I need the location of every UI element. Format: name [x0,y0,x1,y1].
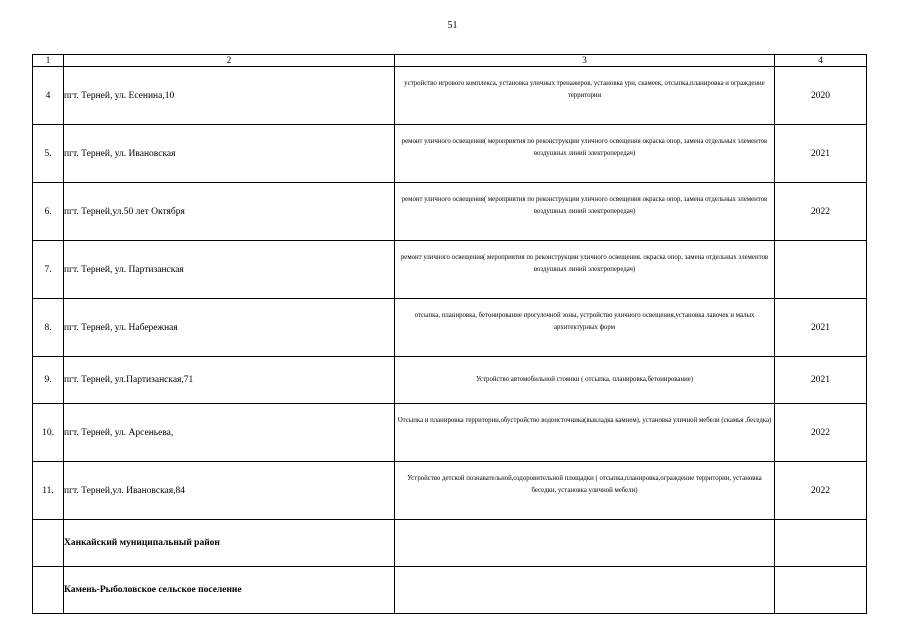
row-number: 11. [33,462,64,520]
row-year: 2022 [775,404,867,462]
table-header-row [33,55,867,67]
row-address: пгт. Терней, ул. Арсеньева, [64,404,395,462]
row-description: отсыпка, планировка, бетонирование прогулочной зоны, устройство уличного освещения,установка лавочек и малых архитектурных форм [395,299,775,357]
row-description: ремонт уличного освещения( мероприятия по реконструкции уличного освещения окраска опор, замена отдельных элементов воздушных линий электропередач) [395,183,775,241]
section-description-cell [395,567,775,614]
row-number: 10. [33,404,64,462]
table-row [33,462,867,520]
row-description: Отсыпка и планировка территории,обустройство водоисточника(выкладка камнем), установка уличной мебели (скамья ,беседка) [395,404,775,462]
column-header-3: 3 [395,55,775,67]
row-description: Устройство автомобильной стоянки ( отсыпка, планировка,бетонирование) [395,357,775,404]
column-header-2: 2 [64,55,395,67]
row-address: пгт. Терней,ул.50 лет Октября [64,183,395,241]
table-row [33,357,867,404]
row-address: пгт. Терней, ул. Есенина,10 [64,67,395,125]
table-row [33,299,867,357]
row-description: ремонт уличного освещения( мероприятия по реконструкции уличного освещения окраска опор, замена отдельных элементов воздушных линий электропередач) [395,125,775,183]
table-row [33,404,867,462]
row-description: Устройство детской познавательной,оздоровительной площадки ( отсыпка,планировка,ограждение территории, установка беседки, установка уличной мебели) [395,462,775,520]
section-number-cell [33,520,64,567]
column-header-4: 4 [775,55,867,67]
row-year: 2021 [775,299,867,357]
section-year-cell [775,567,867,614]
row-year: 2020 [775,67,867,125]
row-number: 9. [33,357,64,404]
page-number: 51 [447,20,458,31]
row-description: ремонт уличного освещения( мероприятия по реконструкции уличного освещения. окраска опор, замена отдельных элементов воздушных линий электропередач) [395,241,775,299]
improvement-table [32,54,867,614]
row-address: пгт. Терней,ул. Ивановская,84 [64,462,395,520]
section-description-cell [395,520,775,567]
row-number: 8. [33,299,64,357]
section-year-cell [775,520,867,567]
row-year: 2021 [775,125,867,183]
row-address: пгт. Терней, ул. Набережная [64,299,395,357]
section-title: Камень-Рыболовское сельское поселение [64,567,395,614]
table-row [33,125,867,183]
row-year [775,241,867,299]
table-row [33,183,867,241]
row-year: 2022 [775,183,867,241]
section-number-cell [33,567,64,614]
row-address: пгт. Терней, ул. Партизанская [64,241,395,299]
section-title: Ханкайский муниципальный район [64,520,395,567]
table-row [33,67,867,125]
row-year: 2021 [775,357,867,404]
row-number: 7. [33,241,64,299]
row-address: пгт. Терней, ул.Партизанская,71 [64,357,395,404]
table-row [33,241,867,299]
row-number: 5. [33,125,64,183]
section-row [33,567,867,614]
column-header-1: 1 [33,55,64,67]
row-description: устройство игрового комплекса, установка уличных тренажеров, установка урн, скамеек, отсыпка,планировка и ограждение территории [395,67,775,125]
row-number: 4 [33,67,64,125]
row-number: 6. [33,183,64,241]
section-row [33,520,867,567]
row-address: пгт. Терней, ул. Ивановская [64,125,395,183]
row-year: 2022 [775,462,867,520]
